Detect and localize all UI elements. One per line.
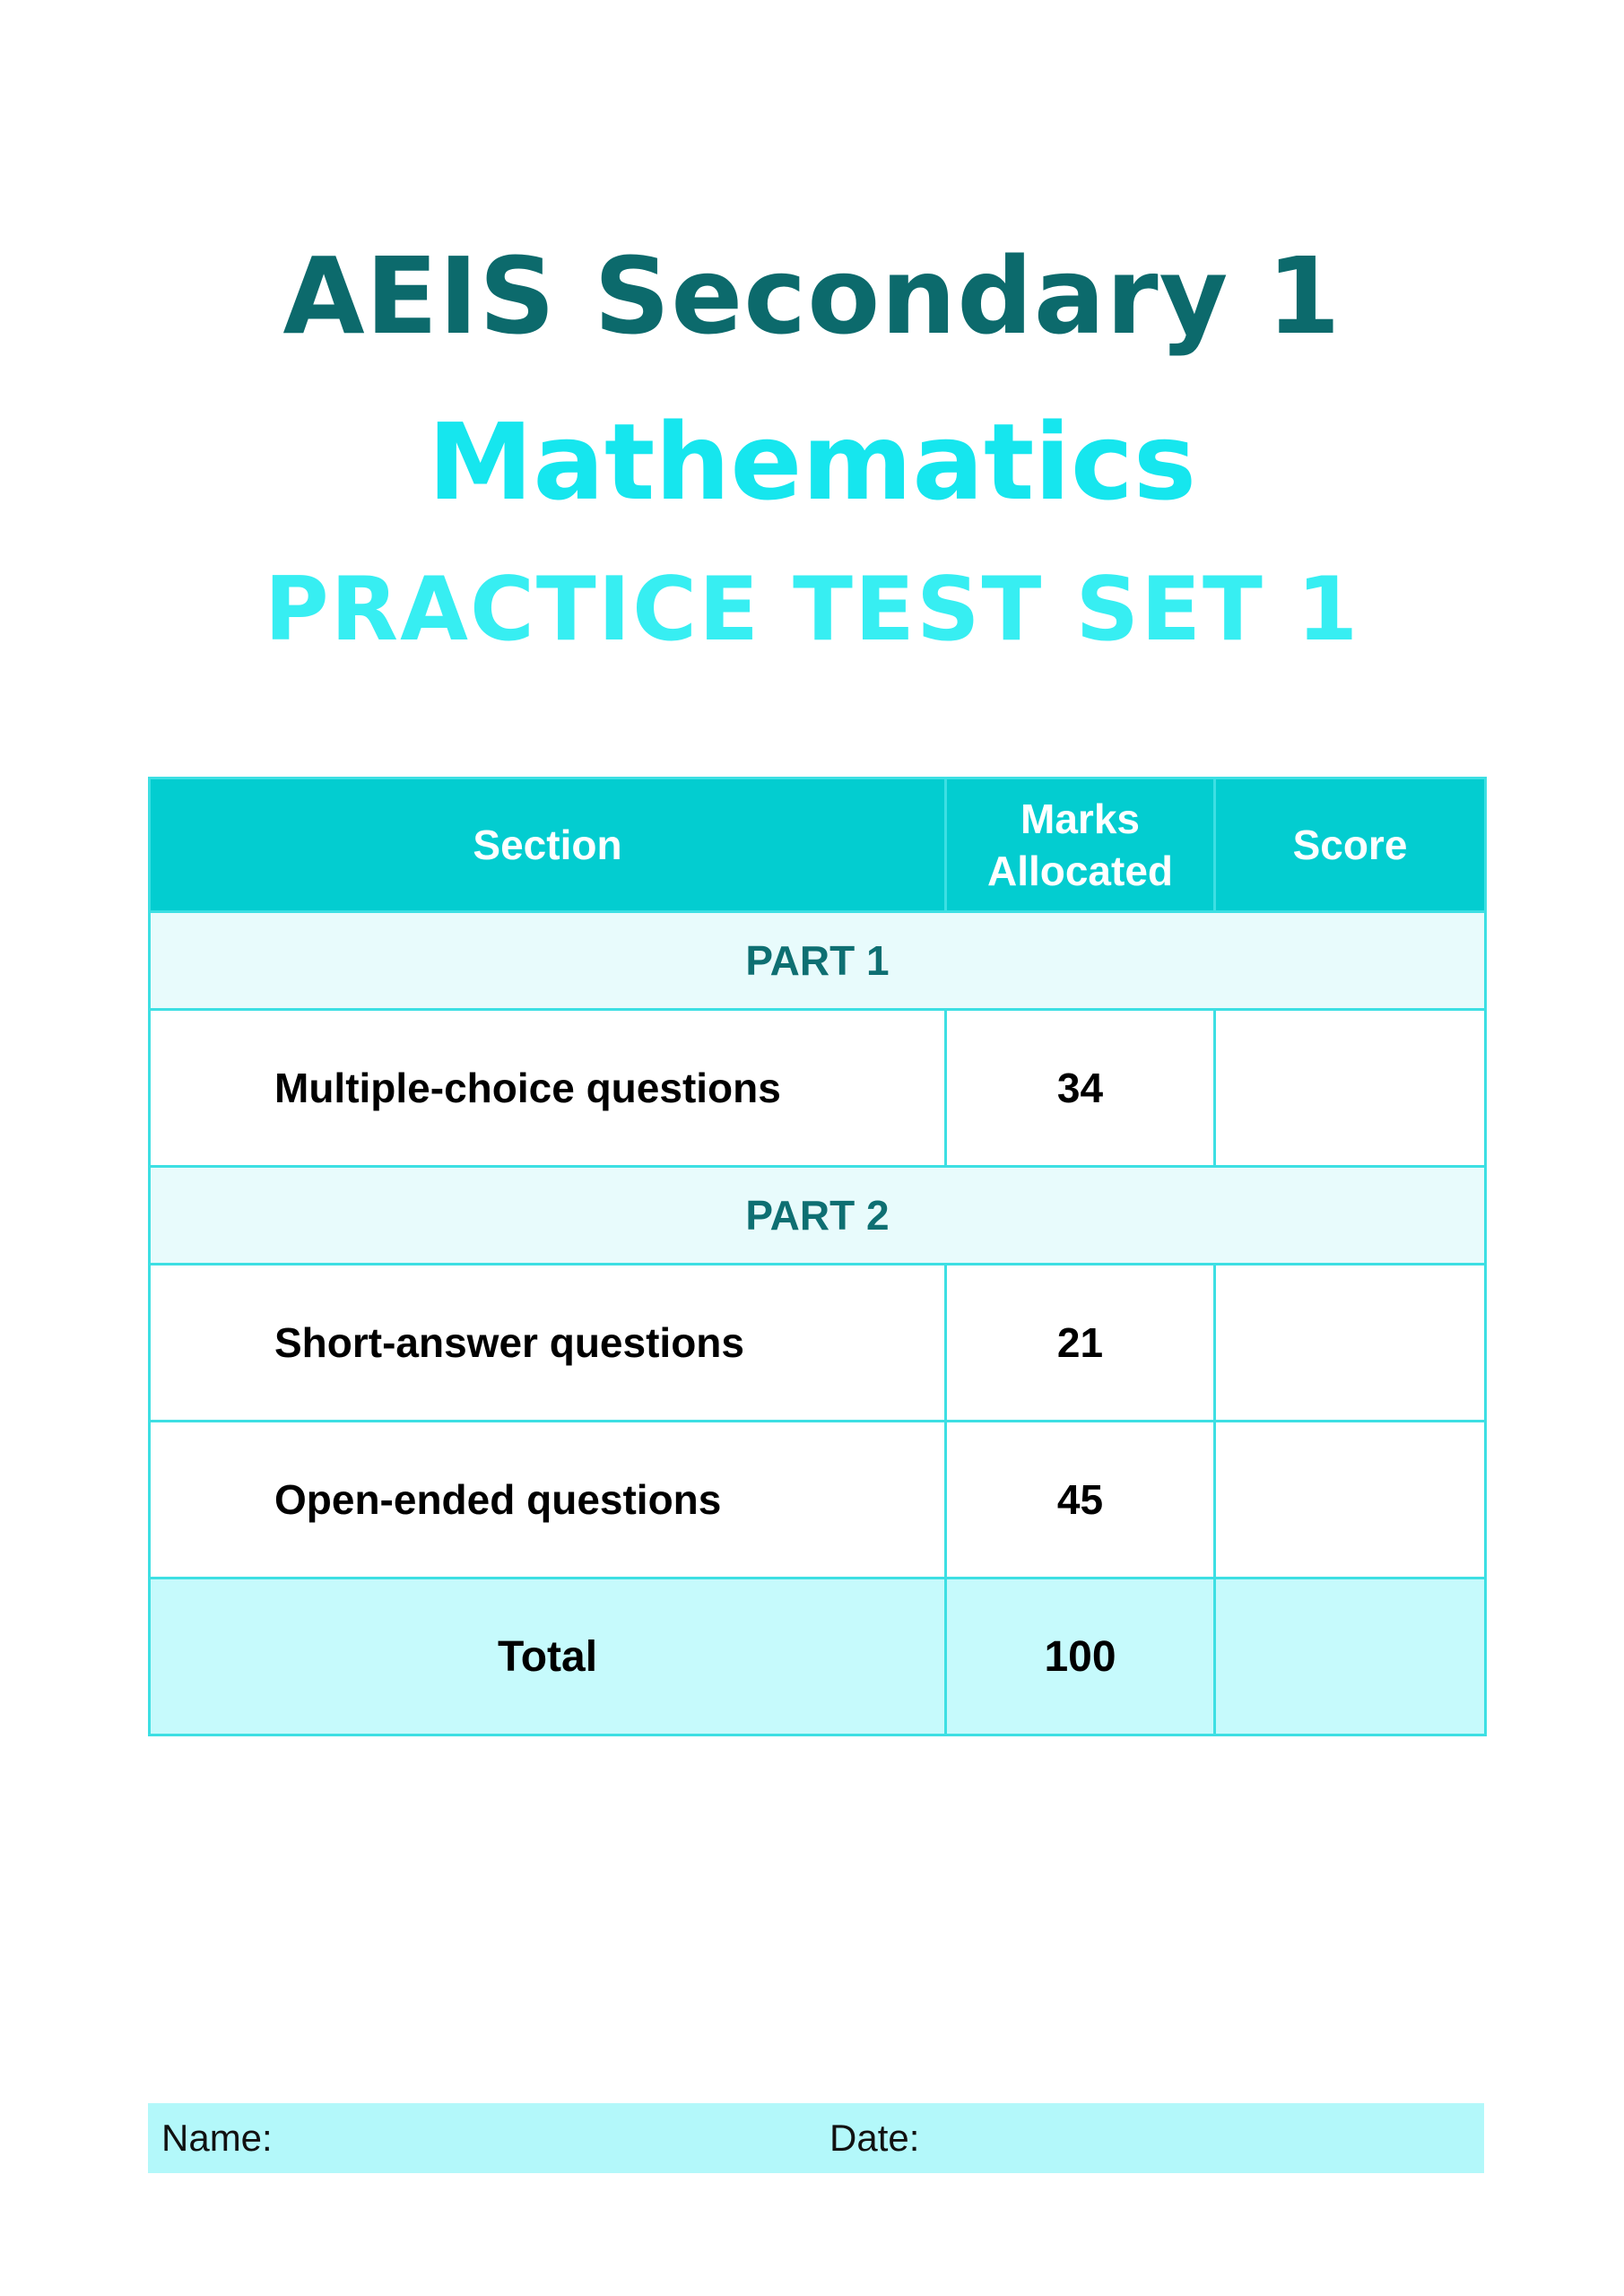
total-row (150, 1578, 1486, 1735)
section-cell: Open-ended questions (150, 1422, 946, 1578)
part-label: PART 1 (150, 912, 1486, 1010)
date-field-label[interactable]: Date: (829, 2117, 920, 2159)
score-cell[interactable] (1215, 1422, 1486, 1578)
score-cell[interactable] (1215, 1010, 1486, 1167)
table-row (150, 1265, 1486, 1422)
column-header-marks (946, 778, 1215, 912)
name-date-bar (148, 2103, 1484, 2173)
total-label: Total (150, 1578, 946, 1735)
total-score-cell[interactable] (1215, 1578, 1486, 1735)
marks-cell: 21 (946, 1265, 1215, 1422)
table-header-row (150, 778, 1486, 912)
part-row (150, 912, 1486, 1010)
table-row (150, 1422, 1486, 1578)
marks-cell: 45 (946, 1422, 1215, 1578)
part-label: PART 2 (150, 1167, 1486, 1265)
marks-cell: 34 (946, 1010, 1215, 1167)
table-row (150, 1010, 1486, 1167)
name-field-label[interactable]: Name: (161, 2117, 273, 2159)
marks-table (148, 777, 1487, 1736)
section-cell: Short-answer questions (150, 1265, 946, 1422)
section-cell: Multiple-choice questions (150, 1010, 946, 1167)
score-cell[interactable] (1215, 1265, 1486, 1422)
column-header-score: Score (1215, 778, 1486, 912)
total-marks: 100 (946, 1578, 1215, 1735)
part-row (150, 1167, 1486, 1265)
column-header-marks-text: Marks Allocated (986, 796, 1174, 894)
title-practice-set: PRACTICE TEST SET 1 (264, 559, 1360, 661)
title-subject: Mathematics (427, 400, 1197, 524)
title-exam-level: AEIS Secondary 1 (282, 234, 1342, 358)
column-header-section: Section (150, 778, 946, 912)
